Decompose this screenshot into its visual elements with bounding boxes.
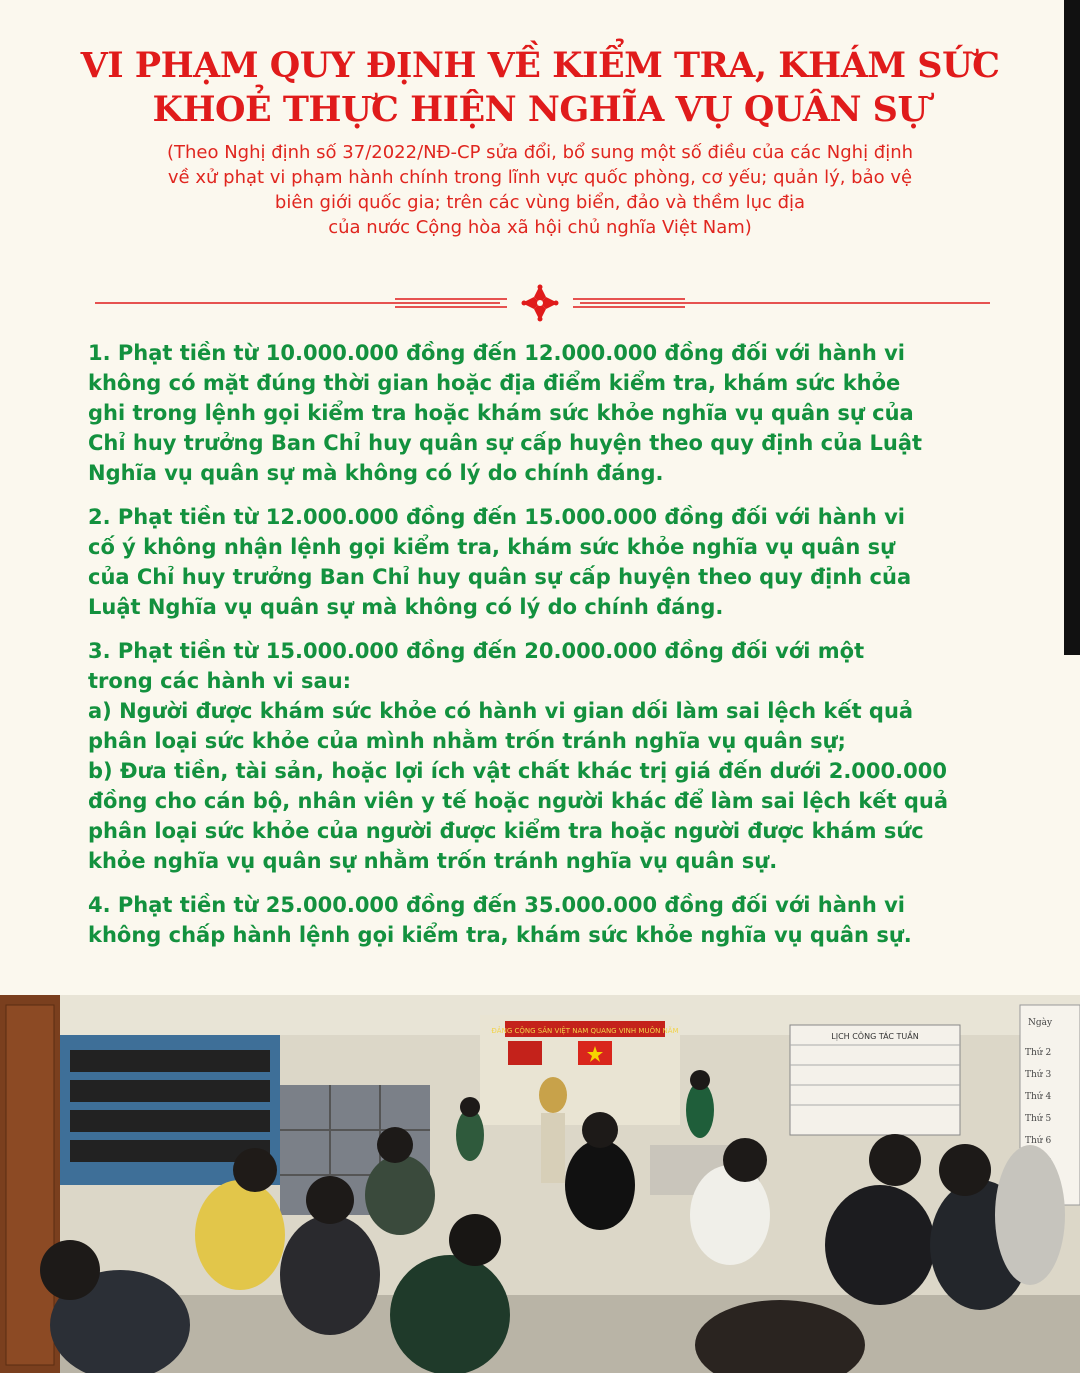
subtitle (0, 140, 1080, 240)
section-line: cố ý không nhận lệnh gọi kiểm tra, khám sức khỏe nghĩa vụ quân sự (88, 535, 896, 559)
subtitle-line: về xử phạt vi phạm hành chính trong lĩnh vực quốc phòng, cơ yếu; quản lý, bảo vệ (167, 167, 913, 188)
section-line: 4. Phạt tiền từ 25.000.000 đồng đến 35.000.000 đồng đối với hành vi (88, 893, 905, 917)
section-1 (88, 338, 993, 488)
board-title: LỊCH CÔNG TÁC TUẦN (831, 1032, 919, 1041)
section-line: 3. Phạt tiền từ 15.000.000 đồng đến 20.000.000 đồng đối với một (88, 639, 865, 663)
subtitle-line: của nước Cộng hòa xã hội chủ nghĩa Việt Nam) (328, 217, 752, 238)
photo-illustration (0, 995, 1080, 1373)
section-line: Chỉ huy trưởng Ban Chỉ huy quân sự cấp huyện theo quy định của Luật (88, 431, 923, 455)
regulation-list (88, 338, 993, 964)
ornamental-divider (95, 283, 990, 323)
section-line: 2. Phạt tiền từ 12.000.000 đồng đến 15.000.000 đồng đối với hành vi (88, 505, 905, 529)
section-line: b) Đưa tiền, tài sản, hoặc lợi ích vật chất khác trị giá đến dưới 2.000.000 (88, 759, 947, 783)
right-board-title: Ngày (1028, 1018, 1053, 1028)
section-line: phân loại sức khỏe của mình nhằm trốn tránh nghĩa vụ quân sự; (88, 729, 846, 753)
red-cross-ornament-icon (522, 285, 559, 322)
section-line: không có mặt đúng thời gian hoặc địa điểm kiểm tra, khám sức khỏe (88, 371, 901, 395)
section-line: trong các hành vi sau: (88, 669, 352, 693)
board-day: Thứ 4 (1025, 1092, 1052, 1102)
section-line: ghi trong lệnh gọi kiểm tra hoặc khám sức khỏe nghĩa vụ quân sự của (88, 401, 914, 425)
page-title (0, 44, 1080, 132)
section-line: 1. Phạt tiền từ 10.000.000 đồng đến 12.000.000 đồng đối với hành vi (88, 341, 905, 365)
board-day: Thứ 5 (1025, 1114, 1052, 1124)
section-4 (88, 890, 993, 950)
section-line: phân loại sức khỏe của người được kiểm tra hoặc người được khám sức (88, 819, 924, 843)
header (0, 44, 1080, 240)
board-day: Thứ 3 (1025, 1070, 1052, 1080)
section-line: a) Người được khám sức khỏe có hành vi gian dối làm sai lệch kết quả (88, 699, 914, 723)
title-line: VI PHẠM QUY ĐỊNH VỀ KIỂM TRA, KHÁM SỨC (80, 45, 1000, 86)
section-line: Luật Nghĩa vụ quân sự mà không có lý do chính đáng. (88, 595, 724, 619)
subtitle-line: (Theo Nghị định số 37/2022/NĐ-CP sửa đổi, bổ sung một số điều của các Nghị định (166, 142, 914, 163)
section-line: đồng cho cán bộ, nhân viên y tế hoặc người khác để làm sai lệch kết quả (88, 789, 949, 813)
subtitle-line: biên giới quốc gia; trên các vùng biển, đảo và thềm lục địa (274, 192, 806, 213)
banner-text: ĐẢNG CỘNG SẢN VIỆT NAM QUANG VINH MUÔN NĂM (491, 1027, 679, 1035)
meeting-room-photo (0, 995, 1080, 1373)
section-line: không chấp hành lệnh gọi kiểm tra, khám sức khỏe nghĩa vụ quân sự. (88, 923, 912, 947)
board-day: Thứ 2 (1025, 1048, 1052, 1058)
section-line: khỏe nghĩa vụ quân sự nhằm trốn tránh nghĩa vụ quân sự. (88, 849, 778, 873)
section-3 (88, 636, 993, 876)
board-day: Thứ 6 (1025, 1136, 1052, 1146)
section-2 (88, 502, 993, 622)
section-line: Nghĩa vụ quân sự mà không có lý do chính đáng. (88, 461, 664, 485)
title-line: KHOẺ THỰC HIỆN NGHĨA VỤ QUÂN SỰ (152, 89, 928, 130)
section-line: của Chỉ huy trưởng Ban Chỉ huy quân sự cấp huyện theo quy định của (88, 565, 912, 589)
